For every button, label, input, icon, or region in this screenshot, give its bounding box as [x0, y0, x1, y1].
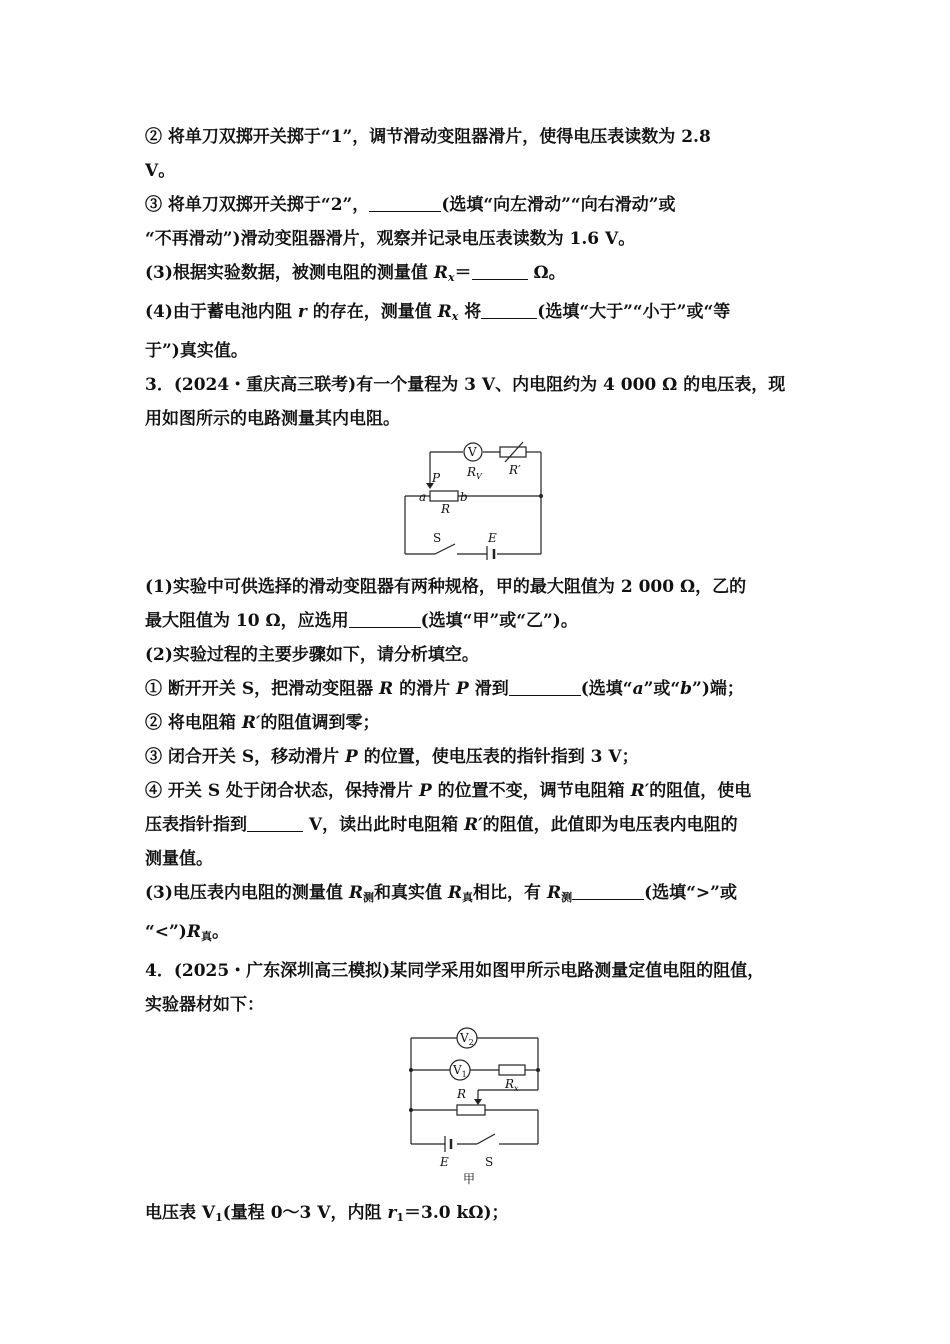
emf-label: E [440, 1155, 449, 1169]
p3-step-4-line-1: ④ 开关 S 处于闭合状态，保持滑片 P 的位置不变，调节电阻箱 R′的阻值，使电 [145, 781, 752, 801]
rx-label: $R_x$ [505, 1077, 519, 1093]
p3-q3-line-1: (3)电压表内电阻的测量值 $R_测$和真实值 $R_真$相比，有 $R_测$ (选填“>”或 [145, 876, 820, 915]
answer-blank[interactable] [509, 675, 581, 696]
question-4-line-1: (4)由于蓄电池内阻 r 的存在，测量值 $R_x$ 将 (选填“大于”“小于”或“等 [145, 295, 820, 334]
question-3-line: (3)根据实验数据，被测电阻的测量值 $R_x= \Omega$。 [145, 256, 820, 295]
problem-3-title-line-2: 用如图所示的电路测量其内电阻。 [145, 409, 400, 429]
p3-q1-line-2: 最大阻值为 10 Ω，应选用 (选填“甲”或“乙”)。 [145, 604, 820, 638]
p3-step-4-line-2: 压表指针指到 V，读出此时电阻箱 R′的阻值，此值即为电压表内电阻的 [145, 808, 820, 842]
p3-step-4-line-3: 测量值。 [145, 849, 213, 869]
problem-3-title-line-1: 3．(2024・重庆高三联考)有一个量程为 3 V、内电阻约为 4 000 Ω 的电压表，现 [145, 375, 786, 395]
document-page [145, 120, 820, 1235]
b-label: b [460, 490, 468, 504]
circuit-diagram-2 [145, 1026, 820, 1186]
question-4-line-2: 于”)真实值。 [145, 341, 248, 361]
p3-step-2-line: ② 将电阻箱 R′的阻值调到零； [145, 713, 380, 733]
figure-caption: 甲 [463, 1172, 476, 1186]
a-label: a [419, 490, 427, 504]
voltmeter-label: V [468, 445, 477, 459]
problem-4-title-line-1: 4．(2025・广东深圳高三模拟)某同学采用如图甲所示电路测量定值电阻的阻值， [145, 961, 765, 981]
v2-label: $V_2$ [460, 1031, 474, 1047]
problem-4-title-line-2: 实验器材如下： [145, 995, 264, 1015]
answer-blank[interactable] [472, 259, 528, 280]
answer-blank[interactable] [572, 879, 644, 900]
p4-item-1-line: 电压表 $V_1$(量程 0～3 V，内阻 $r_1=3.0$ kΩ)； [145, 1203, 509, 1224]
answer-blank[interactable] [481, 298, 537, 319]
answer-blank[interactable] [369, 191, 441, 212]
step-2-line-1: ② 将单刀双掷开关掷于“1”，调节滑动变阻器滑片，使得电压表读数为 2.8 [145, 127, 711, 147]
p3-step-3-line: ③ 闭合开关 S，移动滑片 P 的位置，使电压表的指针指到 3 V； [145, 747, 639, 767]
rv-label: $R_V$ [467, 465, 482, 481]
p3-q3-line-2: “$<”)R_真$。 [145, 922, 229, 943]
switch-label: S [485, 1155, 494, 1169]
r-label: R [441, 502, 451, 516]
emf-label: E [488, 531, 497, 545]
step-3-line-1: ③ 将单刀双掷开关掷于“2”， (选填“向左滑动”“向右滑动”或 [145, 188, 820, 222]
circuit-diagram-1 [145, 440, 820, 560]
switch-label: S [433, 531, 442, 545]
p3-q1-line-1: (1)实验中可供选择的滑动变阻器有两种规格，甲的最大阻值为 2 000 Ω，乙的 [145, 577, 747, 597]
p-label: P [432, 471, 441, 485]
step-3-line-2: “不再滑动”)滑动变阻器滑片，观察并记录电压表读数为 1.6 V。 [145, 229, 636, 249]
rprime-label: R′ [509, 463, 521, 477]
step-2-line-2: V。 [145, 161, 176, 181]
p3-step-1-line: ① 断开开关 S，把滑动变阻器 R 的滑片 P 滑到 (选填“a”或“b”)端； [145, 672, 820, 706]
r-label: R [457, 1087, 467, 1101]
p3-q2-line: (2)实验过程的主要步骤如下，请分析填空。 [145, 645, 479, 665]
answer-blank[interactable] [349, 607, 421, 628]
answer-blank[interactable] [247, 811, 303, 832]
v1-label: $V_1$ [453, 1063, 467, 1079]
